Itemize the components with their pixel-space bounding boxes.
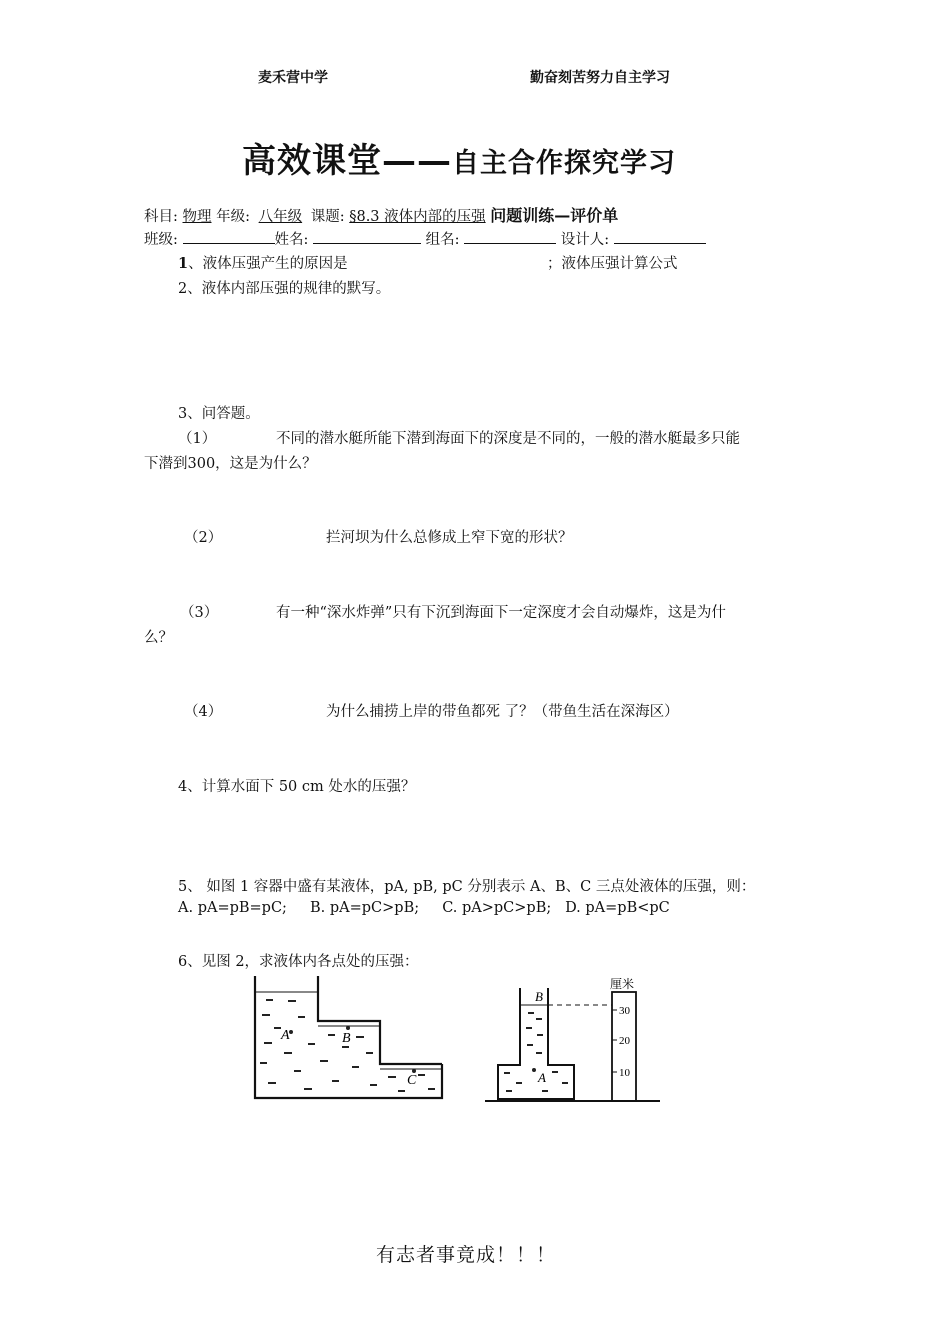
point-c-label: C xyxy=(407,1073,417,1088)
q5-option-c: C. pA>pC>pB; xyxy=(442,900,552,916)
point-b-label: B xyxy=(342,1031,351,1046)
subject-label: 科目: xyxy=(144,209,178,225)
point-a-label: A xyxy=(538,1070,546,1085)
question-3-title: 3、问答题。 xyxy=(178,406,260,422)
name-blank[interactable] xyxy=(313,229,421,244)
q1-text-a: 、液体压强产生的原因是 xyxy=(188,256,348,272)
page-title xyxy=(242,133,676,182)
q3-1-number: （1） xyxy=(178,431,217,447)
title-main: 高效课堂—— xyxy=(242,141,452,181)
name-label: 姓名: xyxy=(274,232,309,248)
ruler-tick-20: 20 xyxy=(619,1035,630,1047)
point-a-marker xyxy=(289,1030,293,1034)
meta-line xyxy=(144,203,618,226)
group-label: 组名: xyxy=(425,232,460,248)
school-name: 麦禾营中学 xyxy=(258,70,328,86)
motto: 勤奋刻苦努力自主学习 xyxy=(530,70,670,86)
class-label: 班级: xyxy=(144,232,178,248)
designer-label: 设计人: xyxy=(560,232,610,248)
grade-value: 八年级 xyxy=(258,209,303,225)
q5-option-b: B. pA=pC>pB; xyxy=(310,900,420,916)
question-2: 2、液体内部压强的规律的默写。 xyxy=(178,281,391,297)
ruler-unit-label: 厘米 xyxy=(610,977,635,991)
point-b-marker xyxy=(346,1026,350,1030)
info-line xyxy=(144,228,706,249)
ruler-tick-30: 30 xyxy=(619,1005,630,1017)
q3-3-number: （3） xyxy=(180,605,219,621)
ruler-tick-10: 10 xyxy=(619,1067,630,1079)
class-blank[interactable] xyxy=(183,229,275,244)
q5-option-a: A. pA=pB=pC; xyxy=(178,900,287,916)
question-5: 5、 如图 1 容器中盛有某液体，pA, pB, pC 分别表示 A、B、C 三点处液体的压强，则： xyxy=(178,879,756,895)
point-a-marker xyxy=(532,1068,536,1072)
q3-3-continued: 么？ xyxy=(144,630,173,646)
q3-1-continued: 下潜到300，这是为什么？ xyxy=(144,456,317,472)
grade-label: 年级: xyxy=(216,209,250,225)
figure-1-container-diagram xyxy=(248,972,448,1104)
q5-option-d: D. pA=pB<pC xyxy=(565,900,670,916)
q3-4-text: 为什么捕捞上岸的带鱼都死 了？（带鱼生活在深海区） xyxy=(326,704,679,720)
q3-4-number: （4） xyxy=(184,704,223,720)
question-1 xyxy=(178,252,348,273)
point-b-label: B xyxy=(535,989,543,1004)
figure-2-tube-and-ruler-diagram xyxy=(482,972,662,1106)
footer-motto: 有志者事竟成！！！ xyxy=(376,1244,557,1266)
q5-options xyxy=(178,900,670,916)
q3-2-text: 拦河坝为什么总修成上窄下宽的形状？ xyxy=(326,530,573,546)
title-sub: 自主合作探究学习 xyxy=(452,148,676,179)
topic-label: 课题: xyxy=(310,209,345,225)
question-4: 4、计算水面下 50 cm 处水的压强？ xyxy=(178,779,416,795)
subject-value: 物理 xyxy=(182,209,212,225)
q3-3-text: 有一种“深水炸弹”只有下沉到海面下一定深度才会自动爆炸，这是为什 xyxy=(276,605,726,621)
q1-number: 1 xyxy=(178,255,189,272)
q3-1-text: 不同的潜水艇所能下潜到海面下的深度是不同的，一般的潜水艇最多只能 xyxy=(276,431,740,447)
question-6: 6、见图 2，求液体内各点处的压强： xyxy=(178,954,419,970)
point-a-label: A xyxy=(281,1028,290,1043)
sheet-type: 问题训练—评价单 xyxy=(490,206,619,225)
designer-blank[interactable] xyxy=(614,229,706,244)
topic-value: §8.3 液体内部的压强 xyxy=(349,209,486,225)
q3-2-number: （2） xyxy=(184,530,223,546)
q1-text-b: ；液体压强计算公式 xyxy=(547,256,678,272)
group-blank[interactable] xyxy=(464,229,556,244)
